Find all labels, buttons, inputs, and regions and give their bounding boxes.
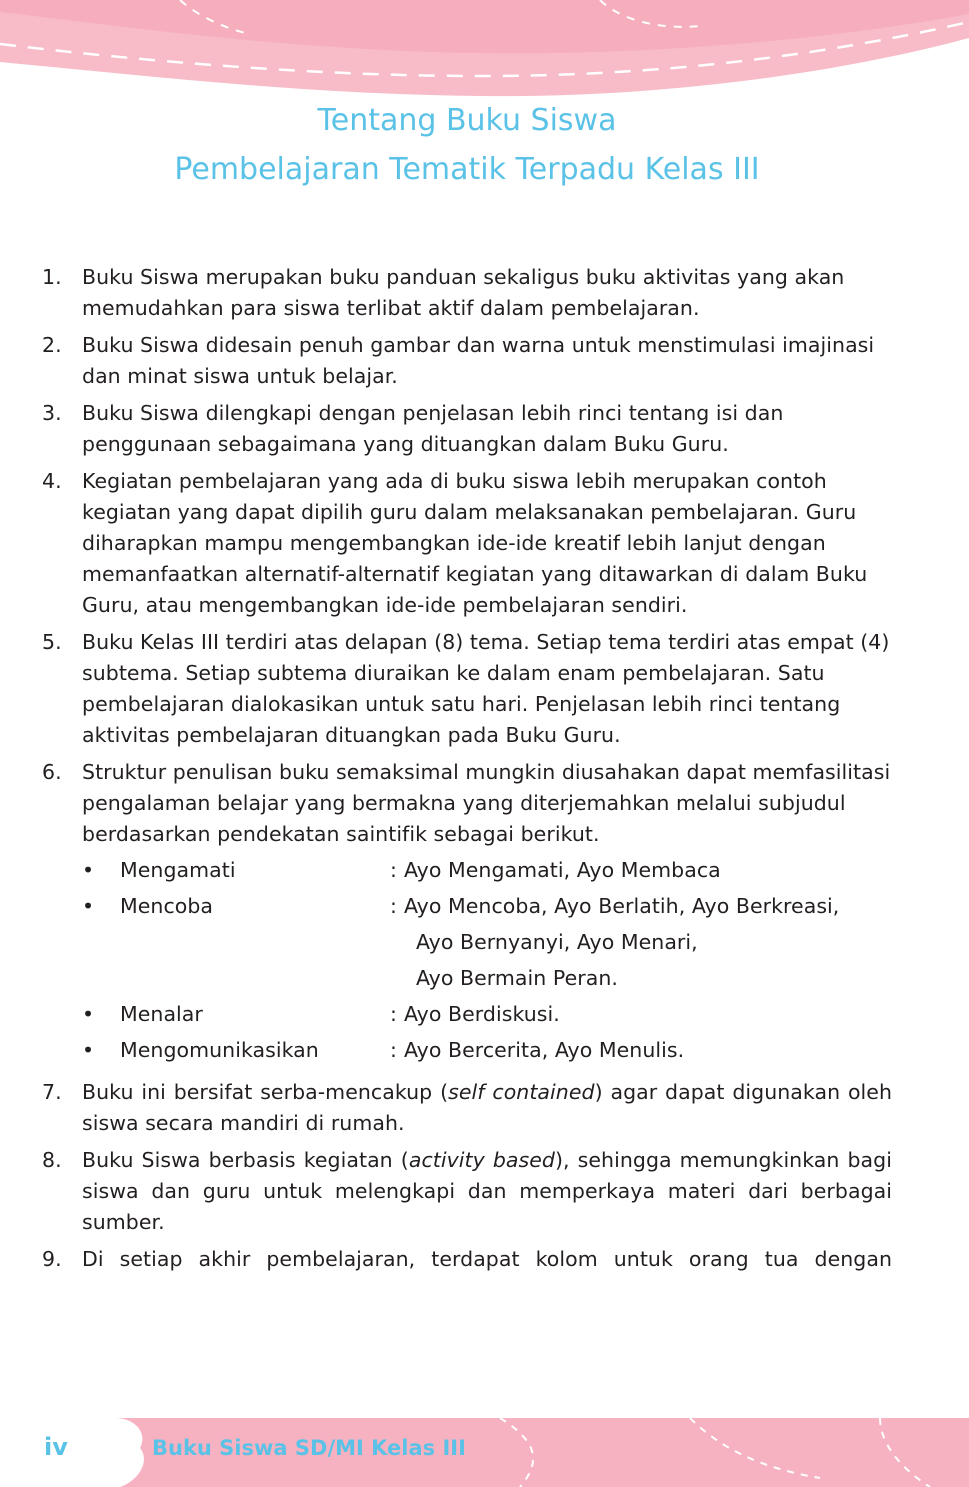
footer-book-title: Buku Siswa SD/MI Kelas III: [152, 1436, 466, 1460]
sub-item-label: Mengamati: [120, 858, 236, 882]
list-item-2: [42, 330, 892, 392]
sub-item-value-line: Ayo Bercerita, Ayo Menulis.: [404, 1038, 685, 1062]
item-text: Kegiatan pembelajaran yang ada di buku siswa lebih merupakan contoh kegiatan yang dapat dipilih guru dalam melaksanakan pembelajaran. Guru diharapkan mampu mengembangkan ide-ide kreatif lebih lanjut dengan memanfaatkan alternatif-alternatif kegiatan yang ditawarkan di dalam Buku Guru, atau mengembangkan ide-ide pembelajaran sendiri.: [82, 469, 868, 617]
item-text-part: Buku ini bersifat serba-mencakup (: [82, 1080, 449, 1104]
item-number: 1.: [42, 265, 62, 289]
item-text-part: Buku Siswa berbasis kegiatan (: [82, 1148, 409, 1172]
sub-item-value: [404, 1035, 892, 1066]
page-number: iv: [44, 1433, 68, 1461]
list-item-9: [42, 1244, 892, 1275]
bullet: •: [82, 858, 95, 882]
bullet: •: [82, 1038, 95, 1062]
page-title: [0, 96, 934, 194]
item-text: Di setiap akhir pembelajaran, terdapat kolom untuk orang tua dengan: [82, 1247, 892, 1271]
list-item-6: [42, 757, 892, 1071]
sub-item-label: Mengomunikasikan: [120, 1038, 319, 1062]
content-list: [42, 262, 892, 1281]
sub-item-value: [404, 855, 892, 886]
sub-item-mengamati: [82, 855, 892, 886]
item-number: 8.: [42, 1148, 62, 1172]
item-text-part: ) agar dapat digunakan oleh siswa secara mandiri di rumah.: [82, 1080, 893, 1135]
item-text-italic: self contained: [448, 1080, 595, 1104]
sub-item-value: [404, 999, 892, 1030]
title-line-2: Pembelajaran Tematik Terpadu Kelas III: [174, 152, 760, 187]
sub-item-colon: :: [390, 1002, 397, 1026]
item-number: 4.: [42, 469, 62, 493]
item-number: 6.: [42, 760, 62, 784]
sub-item-colon: :: [390, 858, 397, 882]
title-line-1: Tentang Buku Siswa: [317, 103, 617, 138]
sub-item-colon: :: [390, 1038, 397, 1062]
item-text: [82, 1145, 892, 1238]
sub-item-value-line: Ayo Bernyanyi, Ayo Menari,: [416, 930, 698, 954]
sub-item-mencoba: [82, 891, 892, 994]
cloud-decoration: [0, 1388, 150, 1487]
sub-item-colon: :: [390, 894, 397, 918]
sub-item-value-line: Ayo Bermain Peran.: [416, 966, 618, 990]
sub-item-menalar: [82, 999, 892, 1030]
sub-item-mengomunikasikan: [82, 1035, 892, 1066]
item-text: Struktur penulisan buku semaksimal mungkin diusahakan dapat memfasilitasi pengalaman belajar yang bermakna yang diterjemahkan melalui subjudul berdasarkan pendekatan saintifik sebagai berikut.: [82, 760, 891, 846]
item-text: Buku Kelas III terdiri atas delapan (8) tema. Setiap tema terdiri atas empat (4) subtema. Setiap subtema diuraikan ke dalam enam pembelajaran. Satu pembelajaran dialokasikan untuk satu hari. Penjelasan lebih rinci tentang aktivitas pembelajaran dituangkan pada Buku Guru.: [82, 630, 890, 747]
header-wave-decoration: [0, 0, 969, 110]
item-number: 9.: [42, 1247, 62, 1271]
sub-item-value-line: Ayo Mencoba, Ayo Berlatih, Ayo Berkreasi,: [404, 894, 840, 918]
item-text: Buku Siswa didesain penuh gambar dan warna untuk menstimulasi imajinasi dan minat siswa untuk belajar.: [82, 333, 875, 388]
item-number: 3.: [42, 401, 62, 425]
item-text-italic: activity based: [408, 1148, 555, 1172]
bullet: •: [82, 894, 95, 918]
sub-item-label: Menalar: [120, 1002, 203, 1026]
list-item-1: [42, 262, 892, 324]
list-item-5: [42, 627, 892, 751]
sub-item-value-line: Ayo Berdiskusi.: [404, 1002, 560, 1026]
bullet: •: [82, 1002, 95, 1026]
item-number: 5.: [42, 630, 62, 654]
list-item-3: [42, 398, 892, 460]
sub-item-label: Mencoba: [120, 894, 214, 918]
list-item-7: [42, 1077, 892, 1139]
list-item-4: [42, 466, 892, 621]
item-text: Buku Siswa dilengkapi dengan penjelasan lebih rinci tentang isi dan penggunaan sebagaimana yang dituangkan dalam Buku Guru.: [82, 401, 784, 456]
item-text: Buku Siswa merupakan buku panduan sekaligus buku aktivitas yang akan memudahkan para siswa terlibat aktif dalam pembelajaran.: [82, 265, 845, 320]
sub-item-value-line: Ayo Mengamati, Ayo Membaca: [404, 858, 721, 882]
item-number: 7.: [42, 1080, 62, 1104]
item-text-part: ), sehingga memungkinkan bagi siswa dan guru untuk melengkapi dan memperkaya materi dari berbagai sumber.: [82, 1148, 892, 1234]
item-body: [82, 757, 892, 1071]
list-item-8: [42, 1145, 892, 1238]
sub-item-value: [404, 891, 892, 994]
item-text: [82, 1077, 892, 1139]
item-number: 2.: [42, 333, 62, 357]
